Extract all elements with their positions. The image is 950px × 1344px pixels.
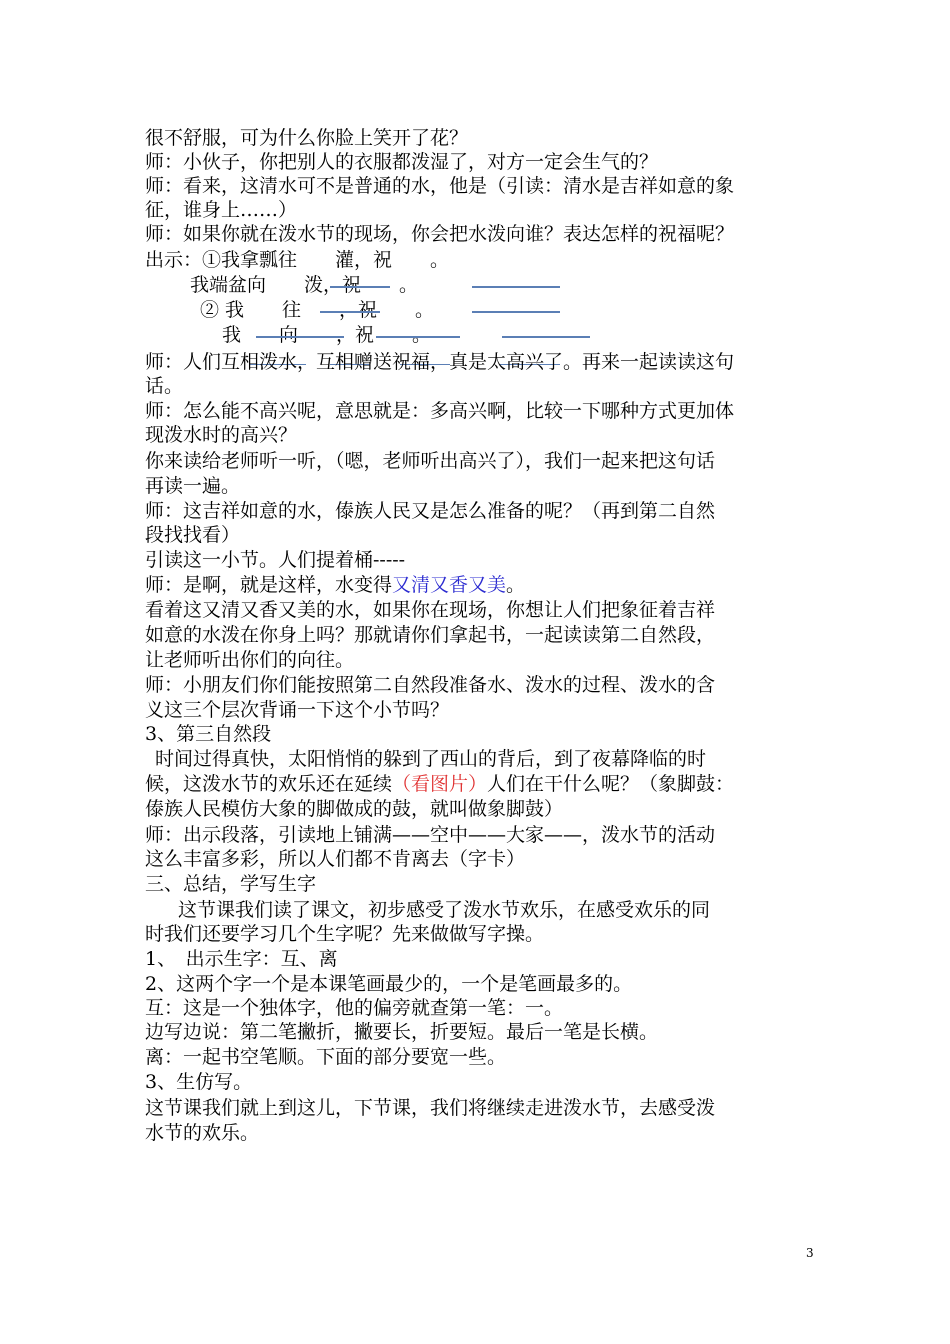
text-line: 现泼水时的高兴？ xyxy=(145,424,298,446)
text-line: 再读一遍。 xyxy=(145,475,241,497)
text-line: 时间过得真快，太阳悄悄的躲到了西山的背后，到了夜幕降临的时 xyxy=(155,748,707,770)
text-run: 师：是啊，就是这样，水变得 xyxy=(145,574,393,596)
text-line: 时我们还要学习几个生字呢？先来做做写字操。 xyxy=(145,923,545,945)
text-line: 话。 xyxy=(145,375,184,397)
text-line: 互：这是一个独体字，他的偏旁就查第一笔：一。 xyxy=(145,997,564,1019)
blank-underline xyxy=(502,336,590,338)
text-line: 边写边说：第二笔撇折，撇要长，折要短。最后一笔是长横。 xyxy=(145,1021,659,1043)
blank-underline xyxy=(472,311,560,313)
text-line: ② 我 往 ，祝 。 xyxy=(200,299,435,321)
text-line: 师：出示段落，引读地上铺满——空中——大家——，泼水节的活动 xyxy=(145,824,716,846)
text-line: 师：如果你就在泼水节的现场，你会把水泼向谁？表达怎样的祝福呢？ xyxy=(145,223,735,245)
text-line: 我 向 ，祝 。 xyxy=(222,324,432,346)
text-line: 很不舒服，可为什么你脸上笑开了花？ xyxy=(145,127,469,149)
text-run: 。 xyxy=(506,574,526,596)
text-line: 你来读给老师听一听，（嗯，老师听出高兴了），我们一起来把这句话 xyxy=(145,450,716,472)
text-line: 水节的欢乐。 xyxy=(145,1122,260,1144)
blank-underline xyxy=(376,336,460,338)
blank-underline xyxy=(256,336,344,338)
text-line: 1、 出示生字：互、离 xyxy=(145,948,338,970)
text-run: 人们在干什么呢？（象脚鼓： xyxy=(487,773,735,795)
text-line-highlighted xyxy=(145,772,825,796)
text-line: 师：小朋友们你们能按照第二自然段准备水、泼水的过程、泼水的含 xyxy=(145,674,716,696)
text-line: 这节课我们读了课文，初步感受了泼水节欢乐，在感受欢乐的同 xyxy=(178,899,711,921)
text-line: 引读这一小节。人们提着桶----- xyxy=(145,549,406,571)
blank-underline xyxy=(330,286,390,288)
text-line: 让老师听出你们的向往。 xyxy=(145,649,355,671)
text-line: 征，谁身上……） xyxy=(145,199,298,221)
text-line: 师：怎么能不高兴呢，意思就是：多高兴啊，比较一下哪种方式更加体 xyxy=(145,400,735,422)
text-line: 我端盆向 泼，祝 。 xyxy=(190,274,419,296)
text-line: 段找找看） xyxy=(145,524,241,546)
text-line: 师：小伙子，你把别人的衣服都泼湿了，对方一定会生气的？ xyxy=(145,151,659,173)
text-line: 这么丰富多彩，所以人们都不肯离去（字卡） xyxy=(145,848,526,870)
text-line-highlighted xyxy=(145,573,825,597)
text-line: 义这三个层次背诵一下这个小节吗？ xyxy=(145,699,450,721)
text-line: 2、这两个字一个是本课笔画最少的，一个是笔画最多的。 xyxy=(145,973,633,995)
red-text-run: （看图片） xyxy=(392,773,488,795)
text-line: 看着这又清又香又美的水，如果你在现场，你想让人们把象征着吉祥 xyxy=(145,599,716,621)
section-heading: 3、第三自然段 xyxy=(145,723,272,745)
blue-text-run: 又清又香又美 xyxy=(392,574,507,596)
text-line: 3、生仿写。 xyxy=(145,1071,253,1093)
page-number: 3 xyxy=(806,1246,814,1260)
text-line: 如意的水泼在你身上吗？那就请你们拿起书，一起读读第二自然段， xyxy=(145,624,716,646)
text-line: 离：一起书空笔顺。下面的部分要宽一些。 xyxy=(145,1046,507,1068)
text-line: 师：人们互相泼水，互相赠送祝福，真是太高兴了。再来一起读读这句 xyxy=(145,351,735,373)
text-line: 这节课我们就上到这儿，下节课，我们将继续走进泼水节，去感受泼 xyxy=(145,1097,716,1119)
text-line: 师：这吉祥如意的水，傣族人民又是怎么准备的呢？（再到第二自然 xyxy=(145,500,716,522)
section-heading: 三、总结，学写生字 xyxy=(145,873,317,895)
text-line: 出示：①我拿瓢往 灌，祝 。 xyxy=(145,249,450,271)
text-line: 师：看来，这清水可不是普通的水，他是（引读：清水是吉祥如意的象 xyxy=(145,175,735,197)
blank-underline xyxy=(472,286,560,288)
text-line: 傣族人民模仿大象的脚做成的鼓，就叫做象脚鼓） xyxy=(145,798,564,820)
blank-underline xyxy=(320,311,380,313)
text-run: 候，这泼水节的欢乐还在延续 xyxy=(145,773,393,795)
